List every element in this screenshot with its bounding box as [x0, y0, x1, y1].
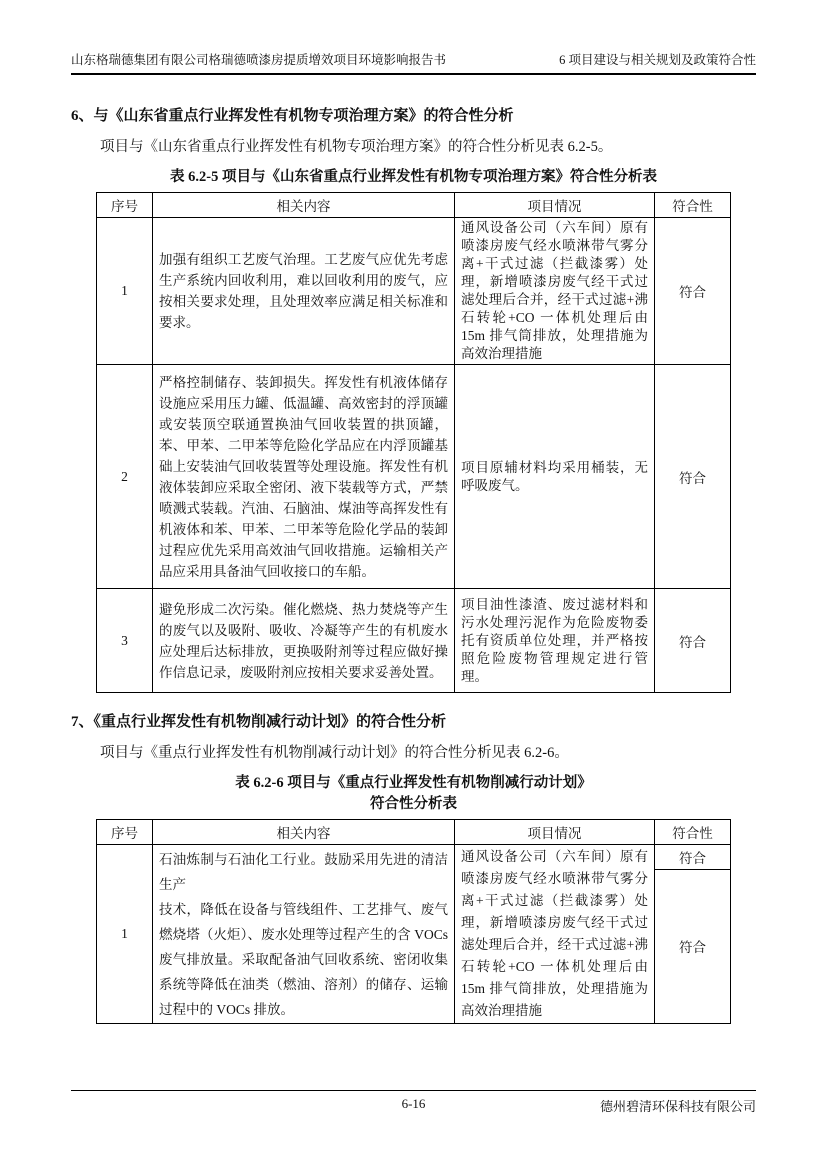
row-number-cell: 1	[97, 845, 153, 1024]
related-content-cell: 严格控制储存、装卸损失。挥发性有机液体储存设施应采用压力罐、低温罐、高效密封的浮顶罐或安装顶空联通置换油气回收装置的拱顶罐，苯、甲苯、二甲苯等危险化学品应在内浮顶罐基础上安装油气回收装置等处理设施。挥发性有机液体装卸应采取全密闭、液下装载等方式，严禁喷溅式装载。汽油、石脑油、煤油等高挥发性有机液体和苯、甲苯、二甲苯等危险化学品的装卸过程应优先采用高效油气回收措施。运输相关产品应采用具备油气回收接口的车船。	[153, 365, 455, 589]
compliance-cell: 符合	[655, 845, 731, 870]
table-626	[96, 819, 731, 1024]
related-content-cell: 加强有组织工艺废气治理。工艺废气应优先考虑生产系统内回收利用，难以回收利用的废气，应按相关要求处理，且处理效率应满足相关标准和要求。	[153, 218, 455, 365]
table-row	[97, 589, 731, 693]
project-situation-cell: 通风设备公司（六车间）原有喷漆房废气经水喷淋带气雾分离+干式过滤（拦截漆雾）处理，新增喷漆房废气经干式过滤处理后合并，经干式过滤+沸石转轮+CO 一体机处理后由 15m 排气筒排放，处理措施为高效治理措施	[455, 845, 655, 1024]
table-626-header-compliance: 符合性	[655, 820, 731, 845]
section-7-heading: 7、《重点行业挥发性有机物削减行动计划》的符合性分析	[71, 714, 447, 730]
table-626-title-line2: 符合性分析表	[370, 796, 457, 812]
table-625-header-row	[97, 193, 731, 218]
page-header	[71, 50, 756, 75]
project-situation-cell: 项目原辅材料均采用桶装，无呼吸废气。	[455, 365, 655, 589]
table-row	[97, 845, 731, 870]
compliance-cell: 符合	[655, 589, 731, 693]
table-625-header-no: 序号	[97, 193, 153, 218]
related-content-paragraph: 技术，降低在设备与管线组件、工艺排气、废气燃烧塔（火炬）、废水处理等过程产生的含 VOCs 废气排放量。采取配备油气回收系统、密闭收集系统等降低在油类（燃油、溶剂）的储存、运输过程中的 VOCs 排放。	[159, 901, 448, 1017]
header-chapter-title: 6 项目建设与相关规划及政策符合性	[559, 53, 756, 67]
table-row	[97, 365, 731, 589]
related-content-cell: 避免形成二次污染。催化燃烧、热力焚烧等产生的废气以及吸附、吸收、冷凝等产生的有机废水应处理后达标排放，更换吸附剂等过程应做好操作信息记录，废吸附剂应按相关要求妥善处置。	[153, 589, 455, 693]
table-625-header-compliance: 符合性	[655, 193, 731, 218]
related-content-cell	[153, 845, 455, 1024]
table-row	[97, 218, 731, 365]
table-626-header-no: 序号	[97, 820, 153, 845]
compliance-cell: 符合	[655, 218, 731, 365]
compliance-cell: 符合	[655, 365, 731, 589]
table-626-title-line1: 表 6.2-6 项目与《重点行业挥发性有机物削减行动计划》	[235, 775, 592, 791]
related-content-paragraph: 石油炼制与石油化工行业。鼓励采用先进的清洁生产	[159, 851, 448, 892]
compliance-cell: 符合	[655, 869, 731, 1023]
project-situation-cell: 通风设备公司（六车间）原有喷漆房废气经水喷淋带气雾分离+干式过滤（拦截漆雾）处理，新增喷漆房废气经干式过滤处理后合并，经干式过滤+沸石转轮+CO 一体机处理后由 15m 排气筒排放，处理措施为高效治理措施	[455, 218, 655, 365]
table-626-header-situation: 项目情况	[455, 820, 655, 845]
section-6-heading: 6、与《山东省重点行业挥发性有机物专项治理方案》的符合性分析	[71, 108, 514, 124]
row-number-cell: 1	[97, 218, 153, 365]
section-7-intro: 项目与《重点行业挥发性有机物削减行动计划》的符合性分析见表 6.2-6。	[100, 745, 569, 761]
table-625-header-situation: 项目情况	[455, 193, 655, 218]
section-6-intro: 项目与《山东省重点行业挥发性有机物专项治理方案》的符合性分析见表 6.2-5。	[100, 139, 613, 155]
table-625-title: 表 6.2-5 项目与《山东省重点行业挥发性有机物专项治理方案》符合性分析表	[170, 169, 657, 185]
table-626-header-row	[97, 820, 731, 845]
page-content	[71, 93, 756, 1024]
row-number-cell: 3	[97, 589, 153, 693]
table-626-header-content: 相关内容	[153, 820, 455, 845]
page-footer	[71, 1090, 756, 1115]
row-number-cell: 2	[97, 365, 153, 589]
project-situation-cell: 项目油性漆渣、废过滤材料和污水处理污泥作为危险废物委托有资质单位处理，并严格按照危险废物管理规定进行管理。	[455, 589, 655, 693]
table-625-header-content: 相关内容	[153, 193, 455, 218]
table-625	[96, 192, 731, 693]
footer-company-name: 德州碧清环保科技有限公司	[599, 1099, 756, 1114]
header-doc-title: 山东格瑞德集团有限公司格瑞德喷漆房提质增效项目环境影响报告书	[71, 53, 447, 67]
footer-page-number: 6-16	[401, 1096, 426, 1111]
